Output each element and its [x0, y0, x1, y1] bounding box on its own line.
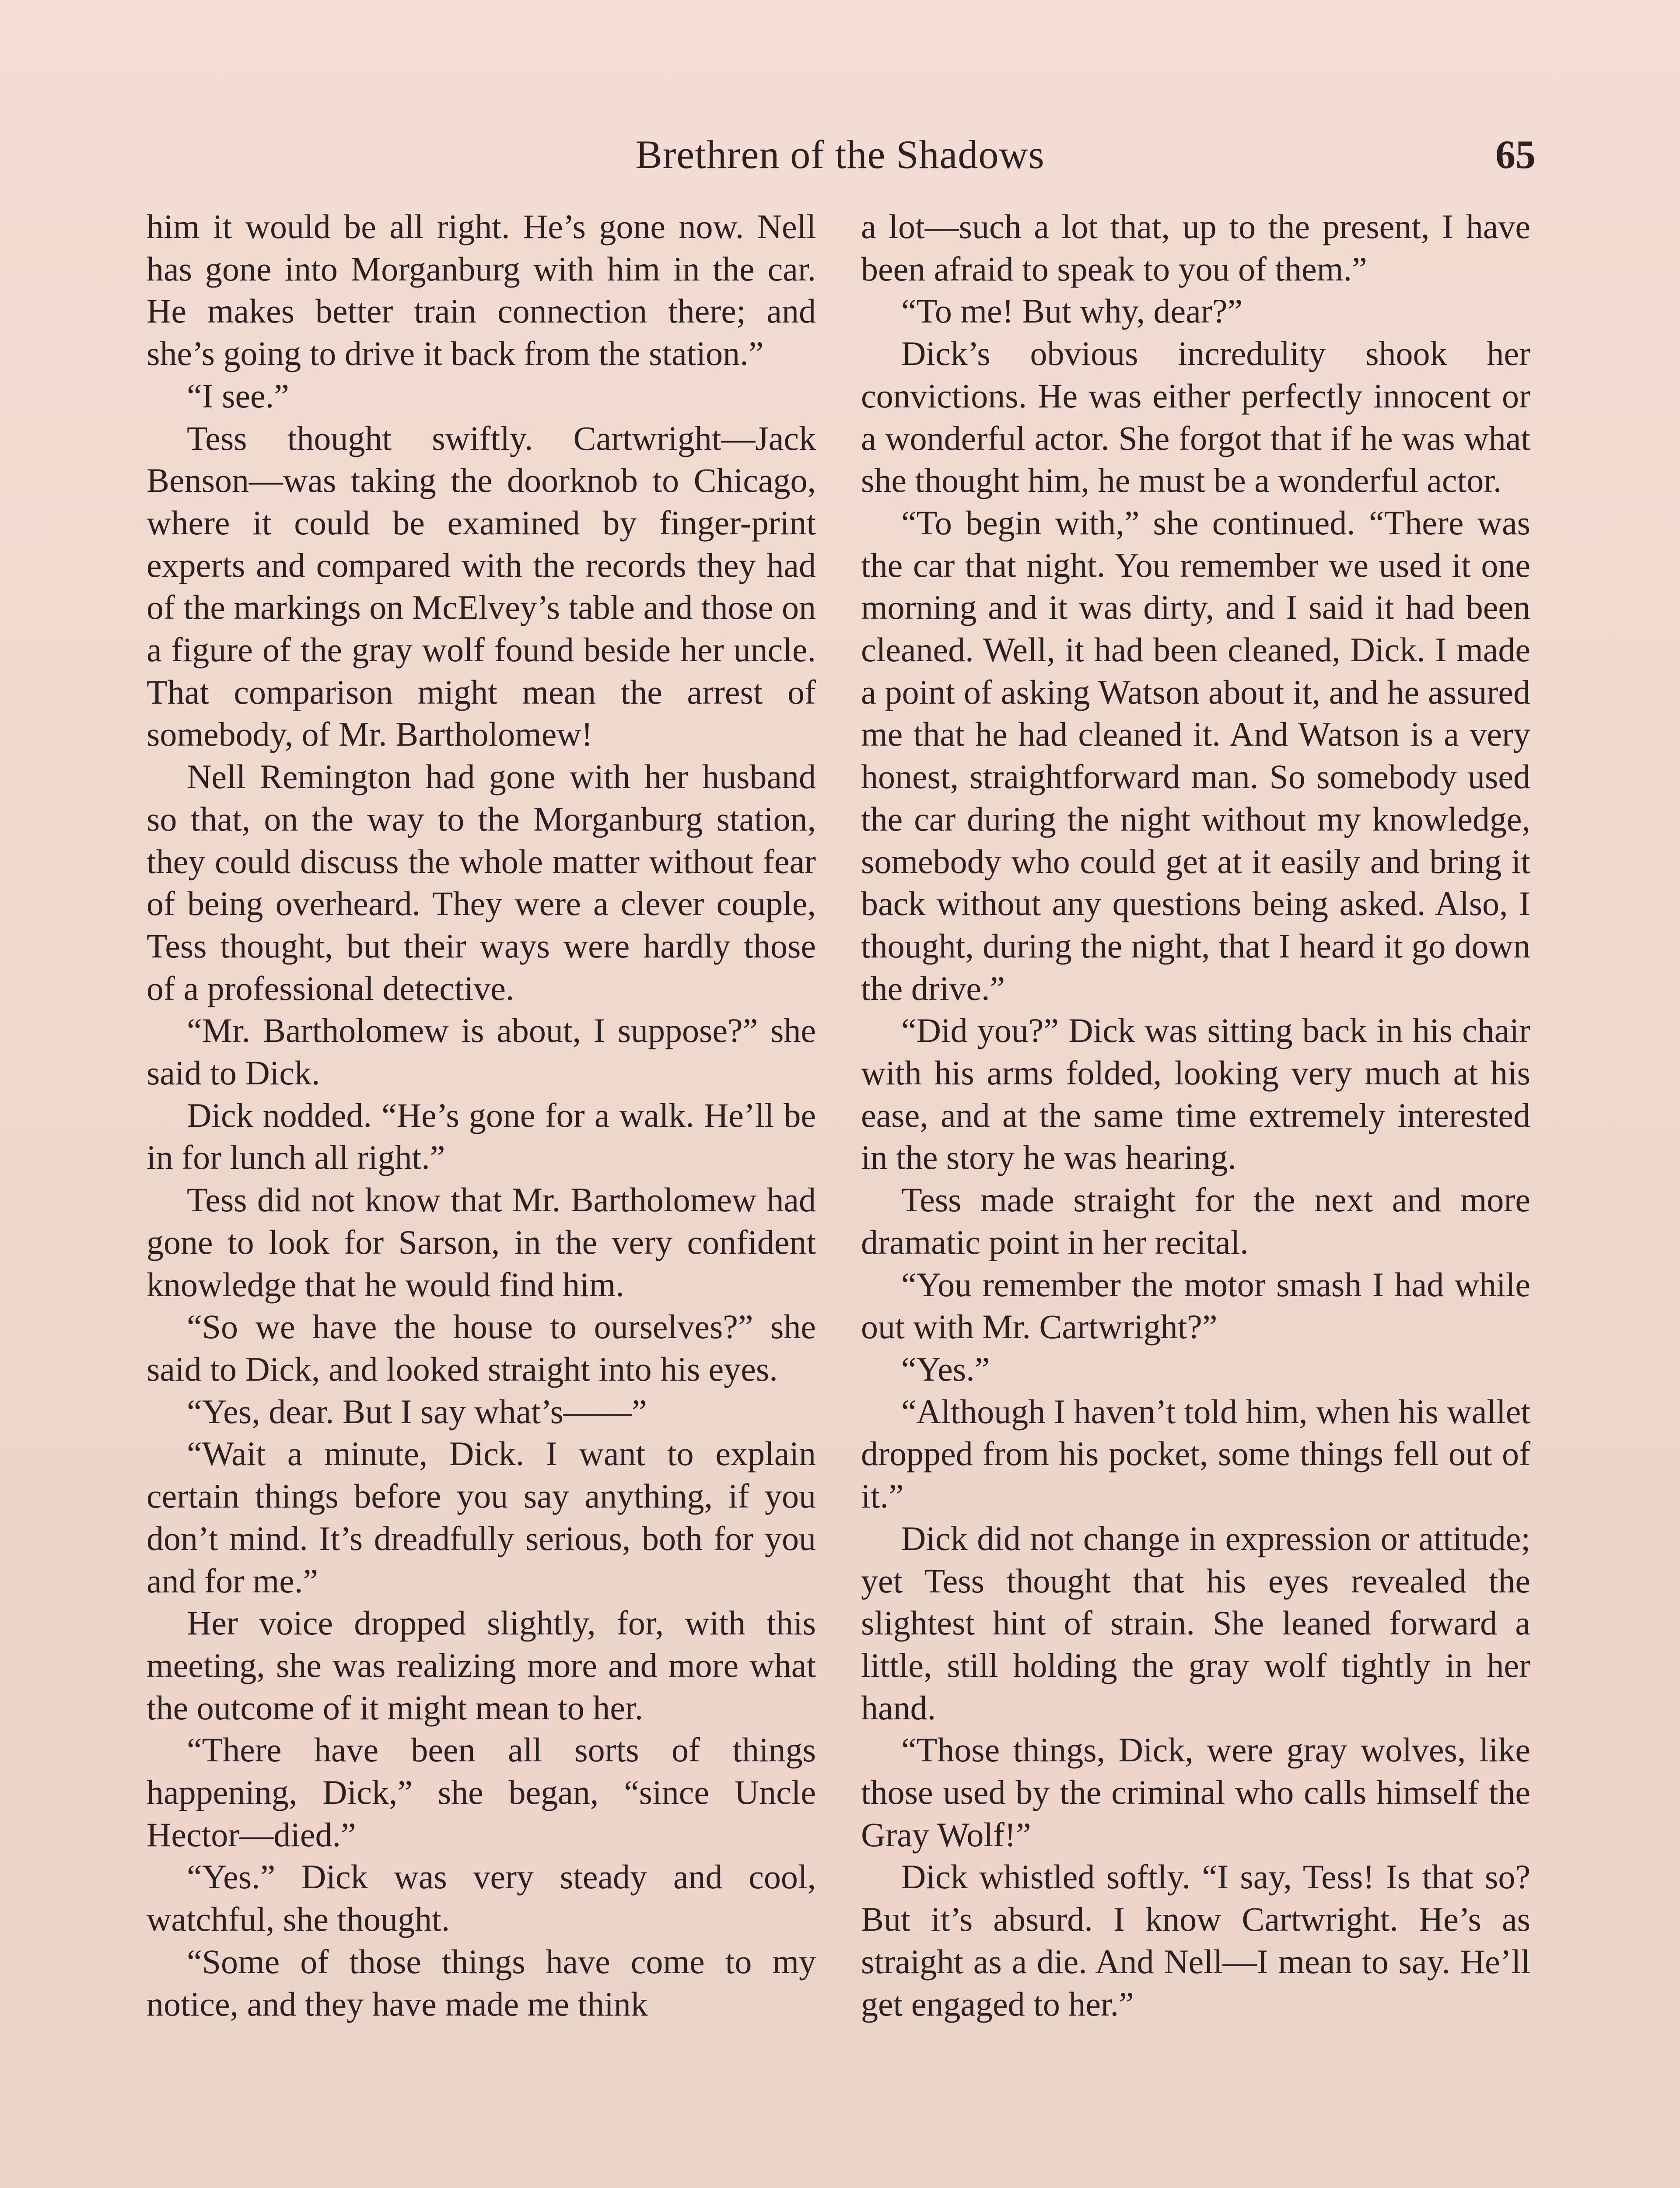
paragraph: him it would be all right. He’s gone now. Nell has gone into Morganburg with him in the car. He makes better train connection there; and she’s going to drive it back from the station.”	[147, 207, 816, 373]
paragraph: “To begin with,” she continued. “There was the car that night. You remember we used it one morning and it was dirty, and I said it had been cleaned. Well, it had been cleaned, Dick. I made a point of asking Watson about it, and he assured me that he had cleaned it. And Watson is a very honest, straightforward man. So somebody used the car during the night without my knowledge, somebody who could get at it easily and bring it back without any questions being asked. Also, I thought, during the night, that I heard it go down the drive.”	[861, 503, 1530, 1007]
paragraph: “Yes, dear. But I say what’s——”	[187, 1392, 647, 1431]
paragraph: “Some of those things have come to my notice, and they have made me think	[147, 1942, 816, 2023]
running-head	[144, 123, 1536, 184]
left-column	[147, 206, 816, 2025]
paragraph: Tess did not know that Mr. Bartholomew had gone to look for Sarson, in the very confident knowledge that he would find him.	[147, 1181, 816, 1304]
paragraph: “So we have the house to ourselves?” she said to Dick, and looked straight into his eyes.	[147, 1308, 816, 1388]
paragraph: Nell Remington had gone with her husband so that, on the way to the Morganburg station, they could discuss the whole matter without fear of being overheard. They were a clever couple, Tess thought, but their ways were hardly those of a professional detective.	[147, 757, 816, 1007]
paragraph: “Yes.”	[901, 1350, 990, 1388]
paragraph: “Mr. Bartholomew is about, I suppose?” she said to Dick.	[147, 1011, 816, 1092]
paragraph: “There have been all sorts of things happening, Dick,” she began, “since Uncle Hector—died.”	[147, 1731, 816, 1854]
paragraph: Tess made straight for the next and more dramatic point in her recital.	[861, 1181, 1530, 1261]
right-column	[861, 206, 1530, 2025]
paragraph: “Yes.” Dick was very steady and cool, watchful, she thought.	[147, 1858, 816, 1939]
running-title: Brethren of the Shadows	[635, 132, 1045, 177]
paragraph: “Those things, Dick, were gray wolves, like those used by the criminal who calls himself the Gray Wolf!”	[861, 1731, 1530, 1854]
paragraph: “To me! But why, dear?”	[901, 292, 1242, 330]
paragraph: “Wait a minute, Dick. I want to explain certain things before you say anything, if you don’t mind. It’s dreadfully serious, both for you and for me.”	[147, 1434, 816, 1600]
paragraph: “Although I haven’t told him, when his wallet dropped from his pocket, some things fell out of it.”	[861, 1392, 1530, 1515]
paragraph: Dick did not change in expression or attitude; yet Tess thought that his eyes revealed the slightest hint of strain. She leaned forward a little, still holding the gray wolf tightly in her hand.	[861, 1519, 1530, 1727]
paragraph: Her voice dropped slightly, for, with this meeting, she was realizing more and more what the outcome of it might mean to her.	[147, 1604, 816, 1727]
paragraph: “I see.”	[187, 376, 289, 415]
paragraph: a lot—such a lot that, up to the present, I have been afraid to speak to you of them.”	[861, 207, 1530, 288]
paragraph: Dick nodded. “He’s gone for a walk. He’ll be in for lunch all right.”	[147, 1096, 816, 1177]
paragraph: Dick whistled softly. “I say, Tess! Is that so? But it’s absurd. I know Cartwright. He’s as straight as a die. And Nell—I mean to say. He’ll get engaged to her.”	[861, 1858, 1530, 2023]
paragraph: Dick’s obvious incredulity shook her convictions. He was either perfectly innocent or a wonderful actor. She forgot that if he was what she thought him, he must be a wonderful actor.	[861, 334, 1530, 500]
page-number: 65	[1495, 132, 1536, 177]
paragraph: Tess thought swiftly. Cartwright—Jack Benson—was taking the doorknob to Chicago, where it could be examined by finger-print experts and compared with the records they had of the markings on McElvey’s table and those on a figure of the gray wolf found beside her uncle. That comparison might mean the arrest of somebody, of Mr. Bartholomew!	[147, 419, 816, 754]
paragraph: “You remember the motor smash I had while out with Mr. Cartwright?”	[861, 1265, 1530, 1346]
paragraph: “Did you?” Dick was sitting back in his chair with his arms folded, looking very much at his ease, and at the same time extremely interested in the story he was hearing.	[861, 1011, 1530, 1177]
